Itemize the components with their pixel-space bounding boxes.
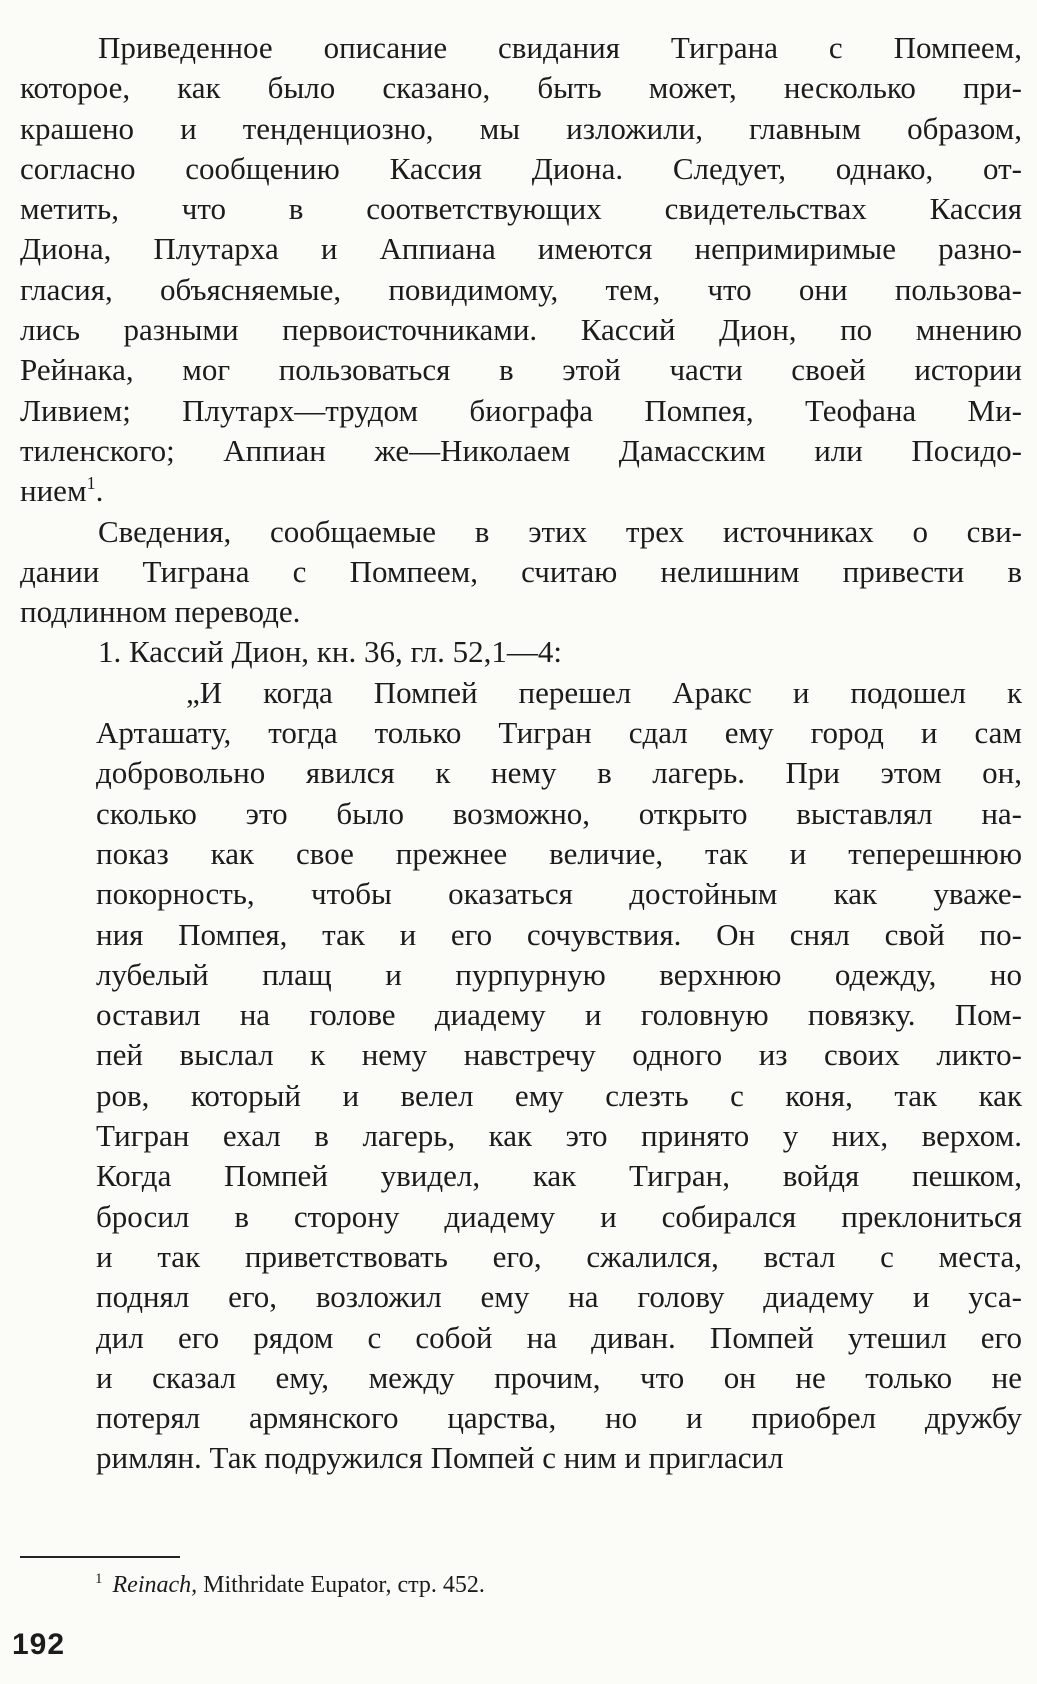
text-line: гласия, объясняемые, повидимому, тем, что они пользова- — [20, 271, 1022, 307]
text-line: Ливием; Плутарх—трудом биографа Помпея, Теофана Ми- — [20, 392, 1022, 428]
text-line: потерял армянского царства, но и приобрел дружбу — [96, 1400, 1022, 1436]
paragraph — [20, 673, 1022, 1479]
text-line: Приведенное описание свидания Тиграна с Помпеем, — [98, 30, 1022, 65]
text-line: которое, как было сказано, быть может, несколько при- — [20, 70, 1022, 106]
text-line: Когда Помпей увидел, как Тигран, войдя пешком, — [96, 1158, 1022, 1194]
text-line: покорность, чтобы оказаться достойным как уваже- — [96, 876, 1022, 912]
text-line: лубелый плащ и пурпурную верхнюю одежду, но — [96, 956, 1022, 992]
footnote-divider — [20, 1556, 180, 1558]
text-line: крашено и тенденциозно, мы изложили, главным образом, — [20, 110, 1022, 146]
text-line: дании Тиграна с Помпеем, считаю нелишним привести в — [20, 553, 1022, 589]
text-line: тиленского; Аппиан же—Николаем Дамасским или Посидо- — [20, 432, 1022, 468]
footnote-text: Mithridate Eupator, стр. 452. — [203, 1572, 485, 1598]
text-line: добровольно явился к нему в лагерь. При этом он, — [96, 755, 1022, 791]
text-line: метить, что в соответствующих свидетельствах Кассия — [20, 191, 1022, 227]
paragraph — [20, 28, 1022, 512]
text-line: ния Помпея, так и его сочувствия. Он снял свой по- — [96, 916, 1022, 952]
footnote-author: Reinach, — [112, 1572, 198, 1598]
footnote — [95, 1564, 485, 1600]
text-line: подлинном переводе. — [20, 594, 301, 630]
text-line: дил его рядом с собой на диван. Помпей утешил его — [96, 1319, 1022, 1355]
text-line: Арташату, тогда только Тигран сдал ему город и сам — [96, 715, 1022, 751]
text-line: „И когда Помпей перешел Аракс и подошел к — [186, 674, 1022, 710]
text-line: и так приветствовать его, сжалился, встал с места, — [96, 1238, 1022, 1274]
text-line: ров, который и велел ему слезть с коня, так как — [96, 1077, 1022, 1113]
page-number: 192 — [12, 1628, 66, 1661]
text-line: лись разными первоисточниками. Кассий Дион, по мнению — [20, 312, 1022, 348]
text-line: бросил в сторону диадему и собирался преклониться — [96, 1198, 1022, 1234]
text-line: поднял его, возложил ему на голову диадему и уса- — [96, 1279, 1022, 1315]
paragraph — [20, 632, 1022, 672]
footnote-mark: 1 — [95, 1571, 103, 1587]
text-line: оставил на голове диадему и головную повязку. Пом- — [96, 997, 1022, 1033]
text-line: римлян. Так подружился Помпей с ним и пригласил — [96, 1440, 784, 1476]
text-line: Рейнака, мог пользоваться в этой части своей истории — [20, 352, 1022, 388]
text-line: пей выслал к нему навстречу одного из своих ликто- — [96, 1037, 1022, 1073]
text-line: Сведения, сообщаемые в этих трех источниках о сви- — [98, 513, 1022, 549]
text-line: сколько это было возможно, открыто выставлял на- — [96, 795, 1022, 831]
paragraph — [20, 512, 1022, 633]
text-line: 1. Кассий Дион, кн. 36, гл. 52,1—4: — [98, 634, 562, 670]
text-line: нием$^1$. — [20, 473, 104, 509]
text-line: Диона, Плутарха и Аппиана имеются непримиримые разно- — [20, 231, 1022, 267]
text-line: показ как свое прежнее величие, так и теперешнюю — [96, 835, 1022, 871]
main-text — [20, 28, 1022, 1479]
footnote-reference: 1 — [86, 473, 96, 494]
text-line: Тигран ехал в лагерь, как это принято у них, верхом. — [96, 1118, 1022, 1154]
text-line: согласно сообщению Кассия Диона. Следует, однако, от- — [20, 150, 1022, 186]
text-line: и сказал ему, между прочим, что он не только не — [96, 1359, 1022, 1395]
